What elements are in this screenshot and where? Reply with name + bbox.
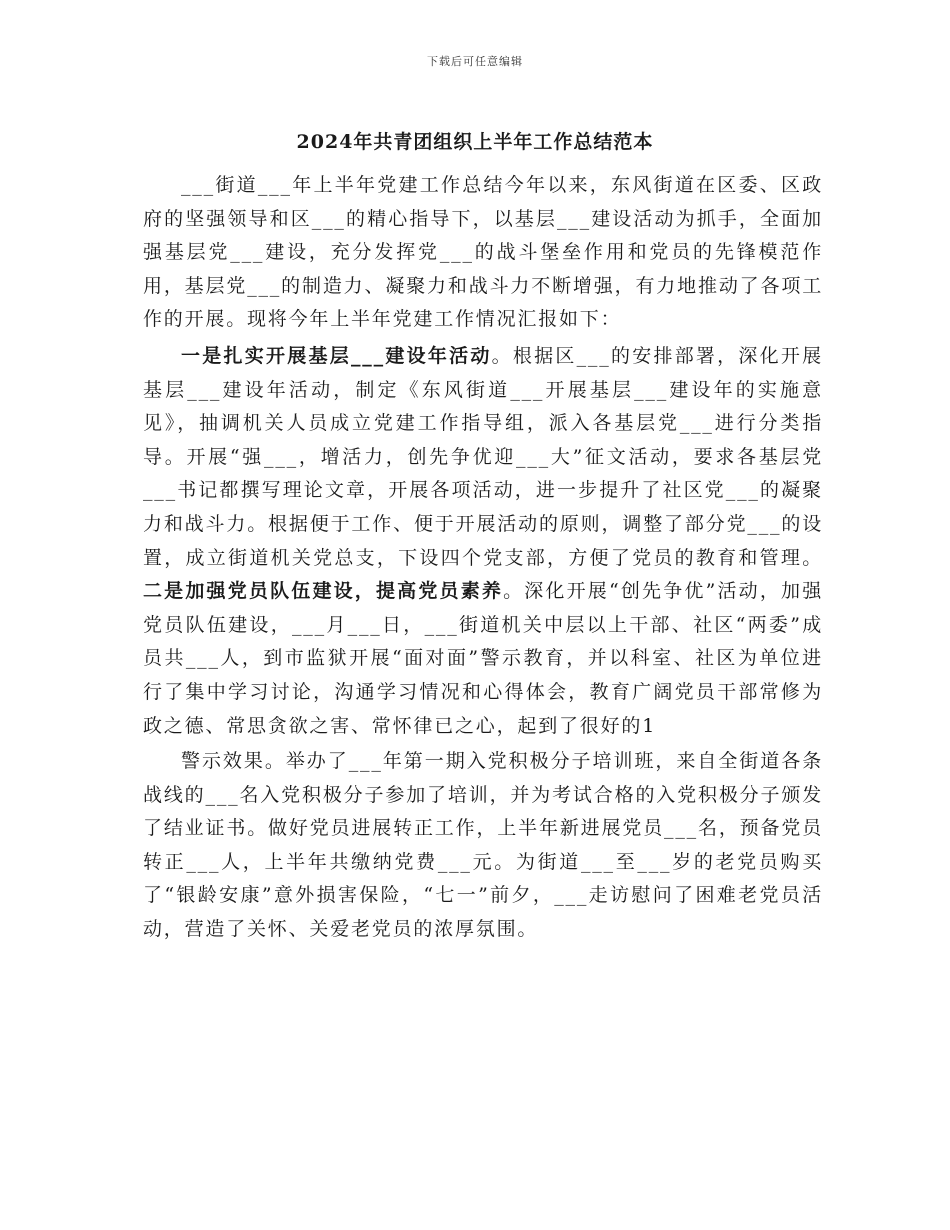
paragraph-continuation: 警示效果。举办了___年第一期入党积极分子培训班，来自全街道各条战线的___名入党积极分子参加了培训，并为考试合格的入党积极分子颁发了结业证书。做好党员进展转正工作，上半年新进展党员___名，预备党员转正___人，上半年共缴纳党费___元。为街道___至___岁的老党员购买了“银龄安康”意外损害保险，“七一”前夕，___走访慰问了困难老党员活动，营造了关怀、关爱老党员的浓厚氛围。 bbox=[143, 750, 823, 941]
page-header-note: 下载后可任意编辑 bbox=[427, 55, 523, 68]
document-body bbox=[143, 169, 823, 947]
section-heading-two: 二是加强党员队伍建设，提高党员素养 bbox=[143, 580, 504, 603]
section-heading-one: 一是扎实开展基层___建设年活动 bbox=[181, 344, 492, 367]
section-text-one: 。根据区___的安排部署，深化开展基层___建设年活动，制定《东风街道___开展基层___建设年的实施意见》，抽调机关人员成立党建工作指导组，派入各基层党___进行分类指导。开展“强___，增活力，创先争优迎___大”征文活动，要求各基层党___书记都撰写理论文章，开展各项活动，进一步提升了社区党___的凝聚力和战斗力。根据便于工作、便于开展活动的原则，调整了部分党___的设置，成立街道机关党总支，下设四个党支部，方便了党员的教育和管理。 bbox=[143, 344, 823, 569]
section-text-two: 。深化开展“创先争优”活动，加强党员队伍建设，___月___日，___街道机关中层以上干部、社区“两委”成员共___人，到市监狱开展“面对面”警示教育，并以科室、社区为单位进行了集中学习讨论，沟通学习情况和心得体会，教育广阔党员干部常修为政之德、常思贪欲之害、常怀律已之心，起到了很好的1 bbox=[143, 580, 823, 737]
paragraph-section-one-two bbox=[143, 340, 823, 743]
document-title: 2024年共青团组织上半年工作总结范本 bbox=[296, 131, 654, 153]
paragraph-intro: ___街道___年上半年党建工作总结今年以来，东风街道在区委、区政府的坚强领导和区___的精心指导下，以基层___建设活动为抓手，全面加强基层党___建设，充分发挥党___的战斗堡垒作用和党员的先锋模范作用，基层党___的制造力、凝聚力和战斗力不断增强，有力地推动了各项工作的开展。现将今年上半年党建工作情况汇报如下： bbox=[143, 174, 823, 331]
